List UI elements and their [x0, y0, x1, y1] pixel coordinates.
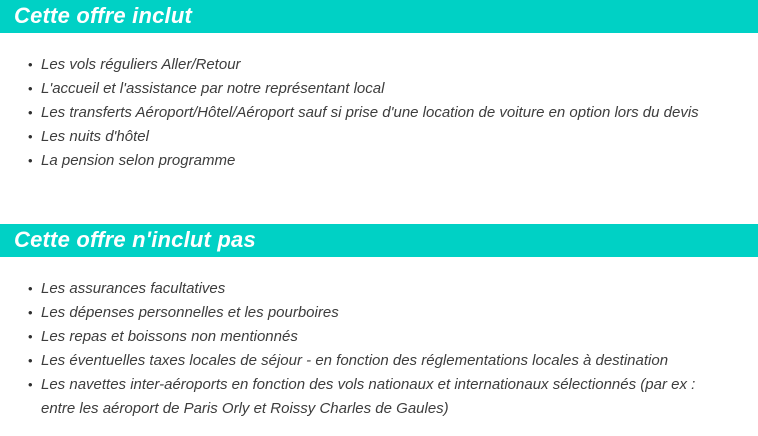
list-item-text: Les éventuelles taxes locales de séjour - en fonction des réglementations locales à destination [41, 352, 669, 369]
not-included-items-list [0, 277, 758, 421]
list-item-text: Les transferts Aéroport/Hôtel/Aéroport sauf si prise d'une location de voiture en option lors du devis [41, 104, 699, 121]
section-header-bar [0, 0, 758, 33]
list-item [28, 53, 714, 77]
list-item [28, 149, 714, 173]
section-title-not-included: Cette offre n'inclut pas [14, 226, 256, 252]
list-item-text: Les vols réguliers Aller/Retour [41, 56, 241, 73]
section-offer-included [0, 0, 758, 173]
bullet-icon: • [28, 129, 33, 144]
list-item [28, 301, 714, 325]
bullet-icon: • [28, 81, 33, 96]
bullet-icon: • [28, 57, 33, 72]
section-header-bar [0, 224, 758, 257]
list-item [28, 77, 714, 101]
list-item-text: Les nuits d'hôtel [41, 128, 149, 145]
list-item-text: Les navettes inter-aéroports en fonction des vols nationaux et internationaux sélectionnés (par ex : entre les aéroport de Paris Orly et Roissy Charles de Gaules) [41, 376, 696, 417]
list-item [28, 101, 714, 125]
list-item [28, 125, 714, 149]
list-item-text: Les dépenses personnelles et les pourboires [41, 304, 339, 321]
bullet-icon: • [28, 377, 33, 392]
bullet-icon: • [28, 105, 33, 120]
list-item [28, 277, 714, 301]
section-offer-not-included [0, 224, 758, 421]
list-item [28, 325, 714, 349]
bullet-icon: • [28, 353, 33, 368]
list-item-text: La pension selon programme [41, 152, 236, 169]
bullet-icon: • [28, 305, 33, 320]
section-title-included: Cette offre inclut [14, 2, 192, 28]
list-item-text: Les assurances facultatives [41, 280, 226, 297]
bullet-icon: • [28, 281, 33, 296]
list-item [28, 349, 714, 373]
list-item-text: Les repas et boissons non mentionnés [41, 328, 298, 345]
list-item [28, 373, 714, 421]
bullet-icon: • [28, 329, 33, 344]
included-items-list [0, 53, 758, 173]
bullet-icon: • [28, 153, 33, 168]
list-item-text: L'accueil et l'assistance par notre représentant local [41, 80, 385, 97]
